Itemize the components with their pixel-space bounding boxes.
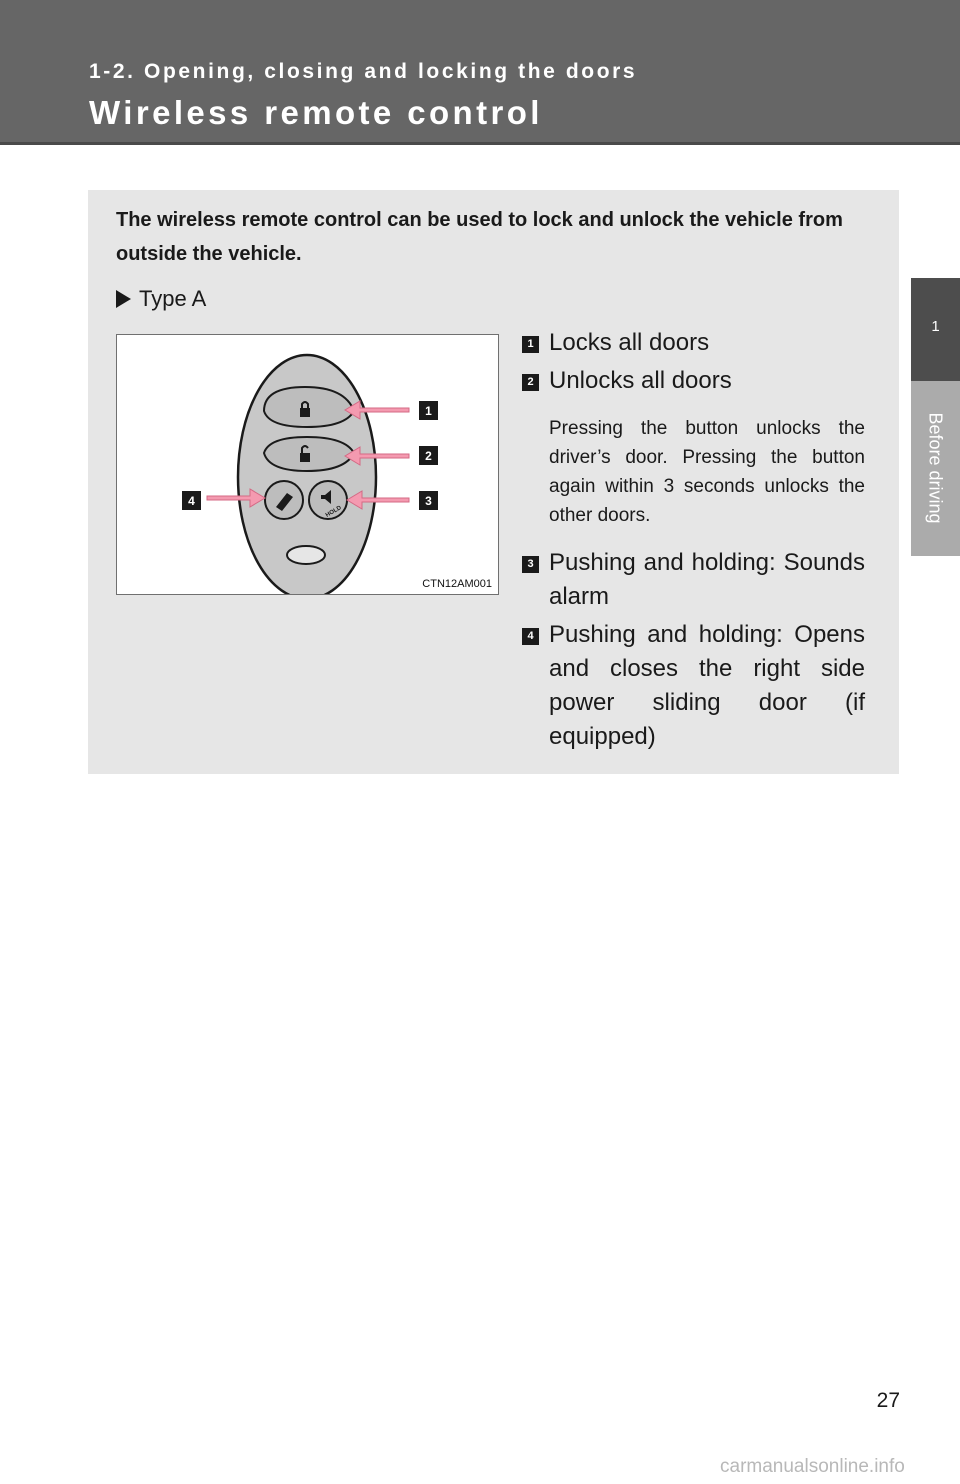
item-text: Locks all doors [549, 329, 710, 356]
item-list [522, 326, 865, 754]
callout-1 [419, 401, 438, 420]
item-number-badge: 2 [522, 374, 539, 391]
figure-code: CTN12AM001 [422, 578, 492, 590]
callout-4 [182, 491, 201, 510]
triangle-bullet-icon [116, 290, 131, 308]
arrow-2-icon [345, 447, 409, 465]
svg-text:1: 1 [425, 404, 432, 418]
svg-text:4: 4 [188, 494, 195, 508]
callout-2 [419, 446, 438, 465]
chapter-label: Before driving [925, 412, 946, 524]
svg-text:2: 2 [425, 449, 432, 463]
chapter-label-wrap [911, 381, 960, 556]
list-item-1 [522, 326, 865, 360]
item-number-badge: 4 [522, 628, 539, 645]
page-header [0, 0, 960, 145]
remote-illustration [116, 334, 499, 595]
page-number: 27 [876, 1389, 900, 1412]
item-number-badge: 3 [522, 556, 539, 573]
item-text: Pushing and holding: Opens and closes the right side power sliding door (if equipped) [549, 621, 865, 750]
hold-text: HOLD [324, 505, 343, 519]
type-label: Type A [139, 286, 207, 311]
svg-text:3: 3 [425, 494, 432, 508]
page-title: Wireless remote control [89, 94, 543, 131]
item-note: Pressing the button unlocks the driver’s door. Pressing the button again within 3 seconds unlocks the other doors. [549, 418, 865, 526]
section-label: 1-2. Opening, closing and locking the doors [89, 60, 638, 83]
arrow-1-icon [345, 401, 409, 419]
chapter-number: 1 [931, 318, 940, 335]
trunk-button-icon [287, 546, 325, 564]
remote-svg [117, 335, 498, 594]
item-text: Pushing and holding: Sounds alarm [549, 549, 865, 610]
intro-text: The wireless remote control can be used to lock and unlock the vehicle from outside the vehicle. [116, 209, 843, 265]
item-number-badge: 1 [522, 336, 539, 353]
list-item-3 [522, 546, 865, 614]
item-text: Unlocks all doors [549, 367, 732, 394]
watermark: carmanualsonline.info [720, 1456, 905, 1477]
type-heading [116, 286, 206, 312]
callout-3 [419, 491, 438, 510]
list-item-4 [522, 618, 865, 754]
chapter-tab-number-wrap [911, 278, 960, 381]
list-item-2 [522, 364, 865, 530]
